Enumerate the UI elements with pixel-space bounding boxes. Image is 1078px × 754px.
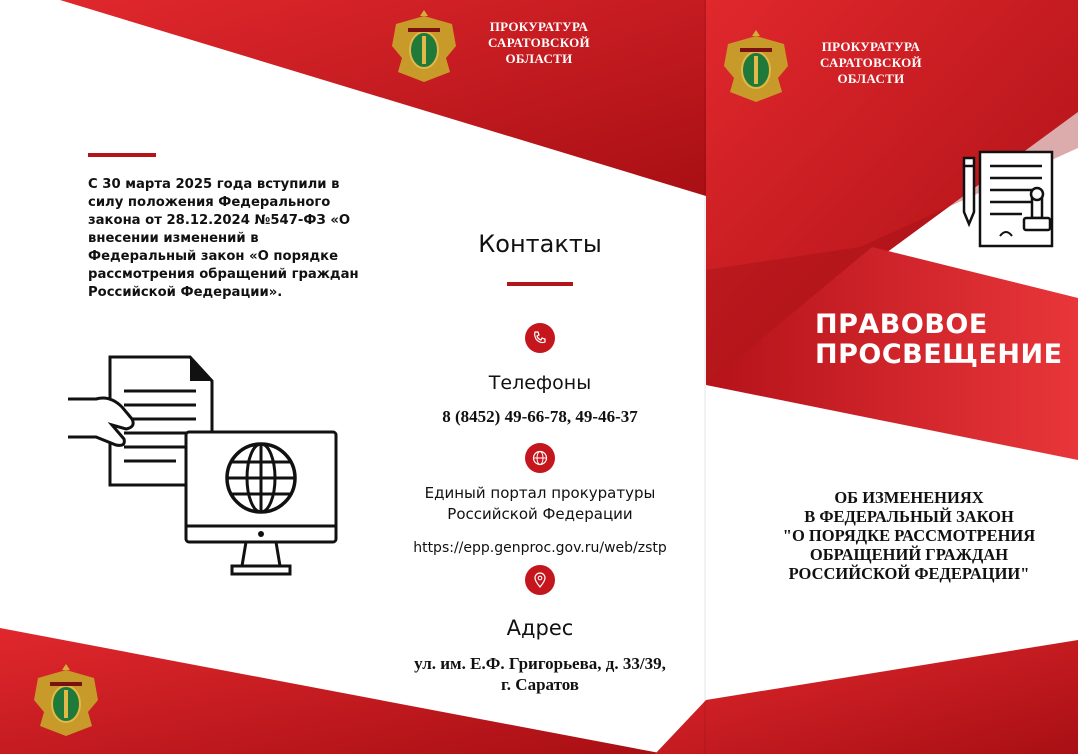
cover-subtitle-line: РОССИЙСКОЙ ФЕДЕРАЦИИ": [788, 564, 1030, 583]
globe-icon: [532, 450, 548, 466]
address-text: [380, 653, 700, 695]
panel-divider: [704, 0, 706, 754]
cover-subtitle-line: ОБ ИЗМЕНЕНИЯХ: [834, 488, 984, 507]
prosecutor-emblem-icon: [388, 6, 460, 86]
org-name-line: САРАТОВСКОЙ: [488, 35, 590, 50]
computer-globe-icon: [182, 430, 340, 580]
contacts-title: Контакты: [478, 230, 602, 258]
org-name-line: ПРОКУРАТУРА: [821, 39, 921, 54]
cover-subtitle-line: В ФЕДЕРАЛЬНЫЙ ЗАКОН: [804, 507, 1014, 526]
location-pin-icon: [532, 572, 548, 588]
intro-accent-bar: [88, 153, 156, 157]
phones-label: Телефоны: [488, 372, 592, 394]
cover-subtitle: [756, 488, 1062, 583]
address-line: г. Саратов: [501, 675, 579, 694]
address-label: Адрес: [506, 616, 574, 640]
cover-title: [815, 310, 1063, 370]
org-name-top: [472, 19, 606, 67]
org-name-right: [803, 39, 939, 87]
org-name-line: САРАТОВСКОЙ: [820, 55, 922, 70]
phones-value: 8 (8452) 49-66-78, 49-46-37: [442, 407, 638, 426]
org-name-line: ОБЛАСТИ: [505, 51, 573, 66]
address-line: ул. им. Е.Ф. Григорьева, д. 33/39,: [414, 654, 666, 673]
portal-line: Единый портал прокуратуры: [424, 484, 656, 502]
bottom-right-band: [655, 640, 1078, 754]
portal-text: [390, 483, 690, 525]
contacts-accent-bar: [507, 282, 573, 286]
portal-url-link[interactable]: https://epp.genproc.gov.ru/web/zstp: [413, 540, 667, 556]
cover-subtitle-line: "О ПОРЯДКЕ РАССМОТРЕНИЯ: [782, 526, 1036, 545]
org-name-line: ОБЛАСТИ: [837, 71, 905, 86]
cover-title-line: ПРОСВЕЩЕНИЕ: [815, 339, 1063, 370]
prosecutor-emblem-icon: [30, 660, 102, 740]
portal-line: Российской Федерации: [447, 505, 633, 523]
phone-circle: [525, 323, 555, 353]
cover-subtitle-line: ОБРАЩЕНИЙ ГРАЖДАН: [809, 545, 1009, 564]
cover-title-line: ПРАВОВОЕ: [815, 309, 988, 340]
org-name-line: ПРОКУРАТУРА: [489, 19, 589, 34]
intro-text: С 30 марта 2025 года вступили в силу положения Федерального закона от 28.12.2024 №547-ФЗ «О внесении изменений в Федеральный закон «О порядке рассмотрения обращений граждан Российской Федерации».: [88, 177, 359, 300]
globe-circle: [525, 443, 555, 473]
top-middle-band: [60, 0, 706, 196]
location-circle: [525, 565, 555, 595]
prosecutor-emblem-icon: [720, 26, 792, 106]
phone-icon: [532, 330, 548, 346]
document-stamp-icon: [962, 150, 1056, 250]
